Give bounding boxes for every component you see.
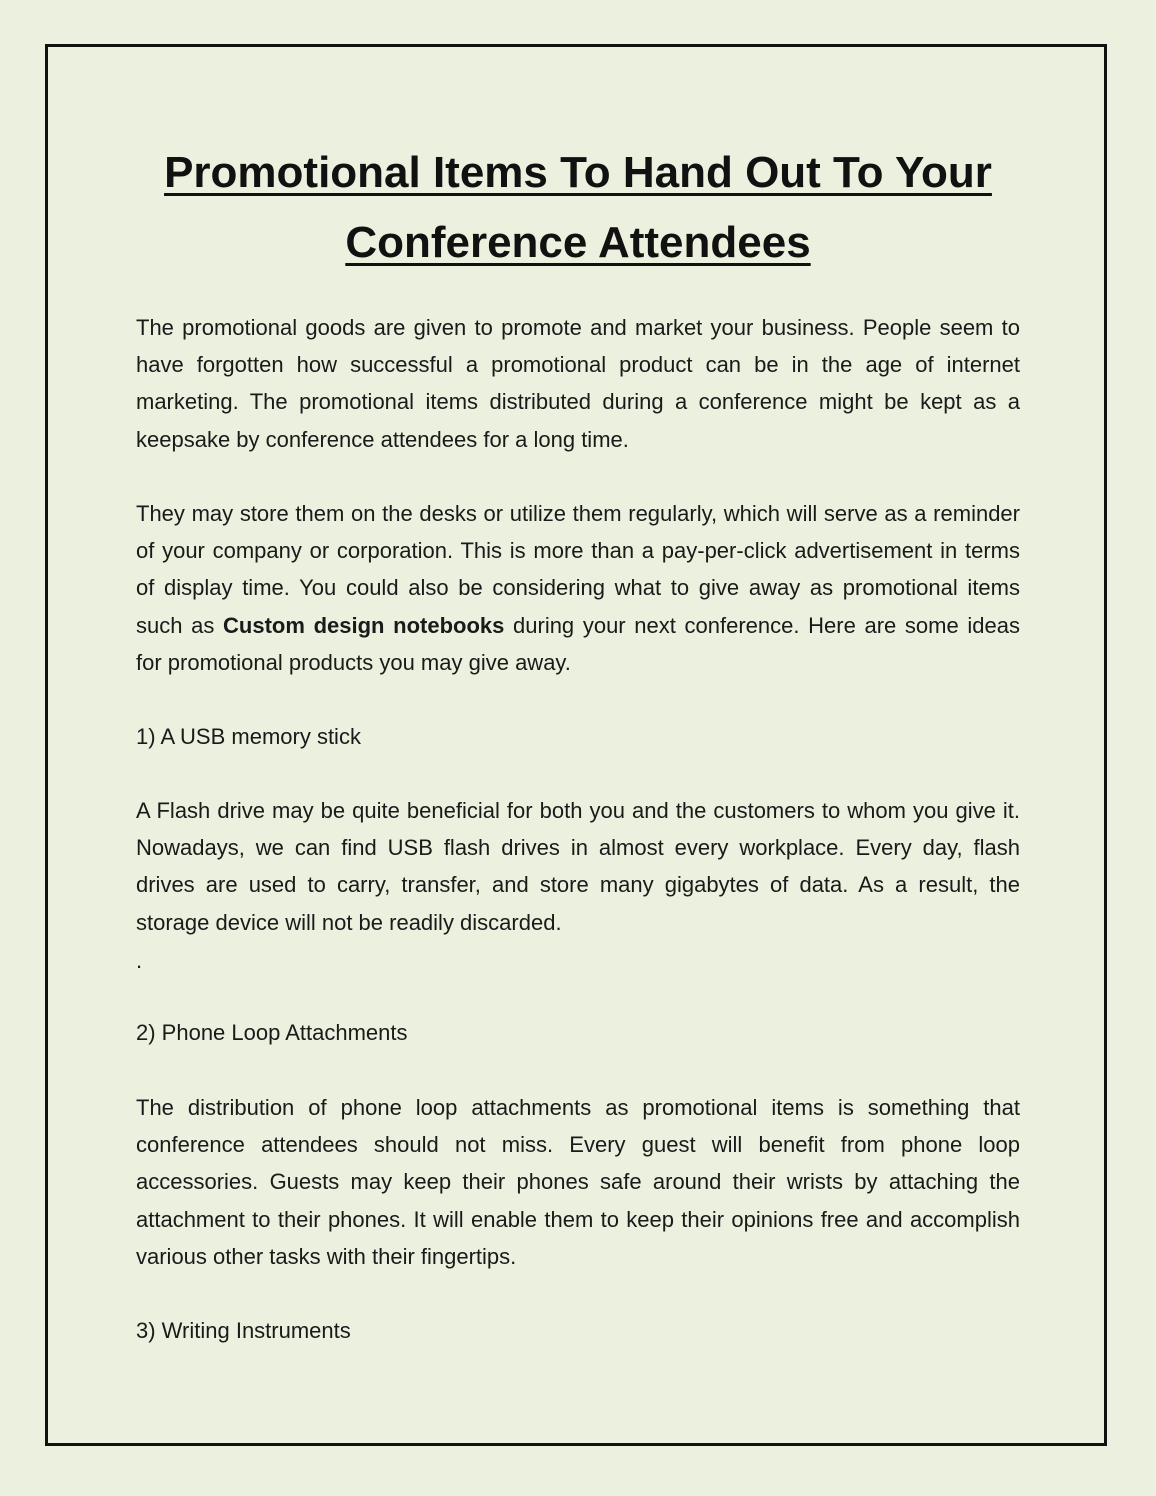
document-title: Promotional Items To Hand Out To Your Conference Attendees <box>164 148 992 267</box>
paragraph-reminder-text-start: They may store them on the desks or utilize them regularly, which will serve as a reminder of your company or corporation. This is more than a pay-per-click advertisement in terms of display time. You could also be considering what to give away as promotional items such as <box>136 501 1020 638</box>
paragraph-flash-drive: A Flash drive may be quite beneficial for both you and the customers to whom you give it. Nowadays, we can find USB flash drives in almost every workplace. Every day, flash drives are used to carry, transfer, and store many gigabytes of data. As a result, the storage device will not be readily discarded. <box>136 798 1020 935</box>
heading-usb-memory-stick: 1) A USB memory stick <box>136 724 361 749</box>
paragraph-reminder <box>136 495 1020 681</box>
paragraph-phone-loop: The distribution of phone loop attachments as promotional items is something that conference attendees should not miss. Every guest will benefit from phone loop accessories. Guests may keep their phones safe around their wrists by attaching the attachment to their phones. It will enable them to keep their opinions free and accomplish various other tasks with their fingertips. <box>136 1095 1020 1269</box>
paragraph-intro: The promotional goods are given to promote and market your business. People seem to have forgotten how successful a promotional product can be in the age of internet marketing. The promotional items distributed during a conference might be kept as a keepsake by conference attendees for a long time. <box>136 315 1020 452</box>
heading-writing-instruments: 3) Writing Instruments <box>136 1318 351 1343</box>
heading-phone-loop-attachments: 2) Phone Loop Attachments <box>136 1020 408 1045</box>
custom-design-notebooks-phrase: Custom design notebooks <box>223 612 505 638</box>
stray-dot: . <box>136 948 143 973</box>
paragraph-reminder-text-end: during your next conference. Here are some ideas for promotional products you may give away. <box>136 612 1020 675</box>
